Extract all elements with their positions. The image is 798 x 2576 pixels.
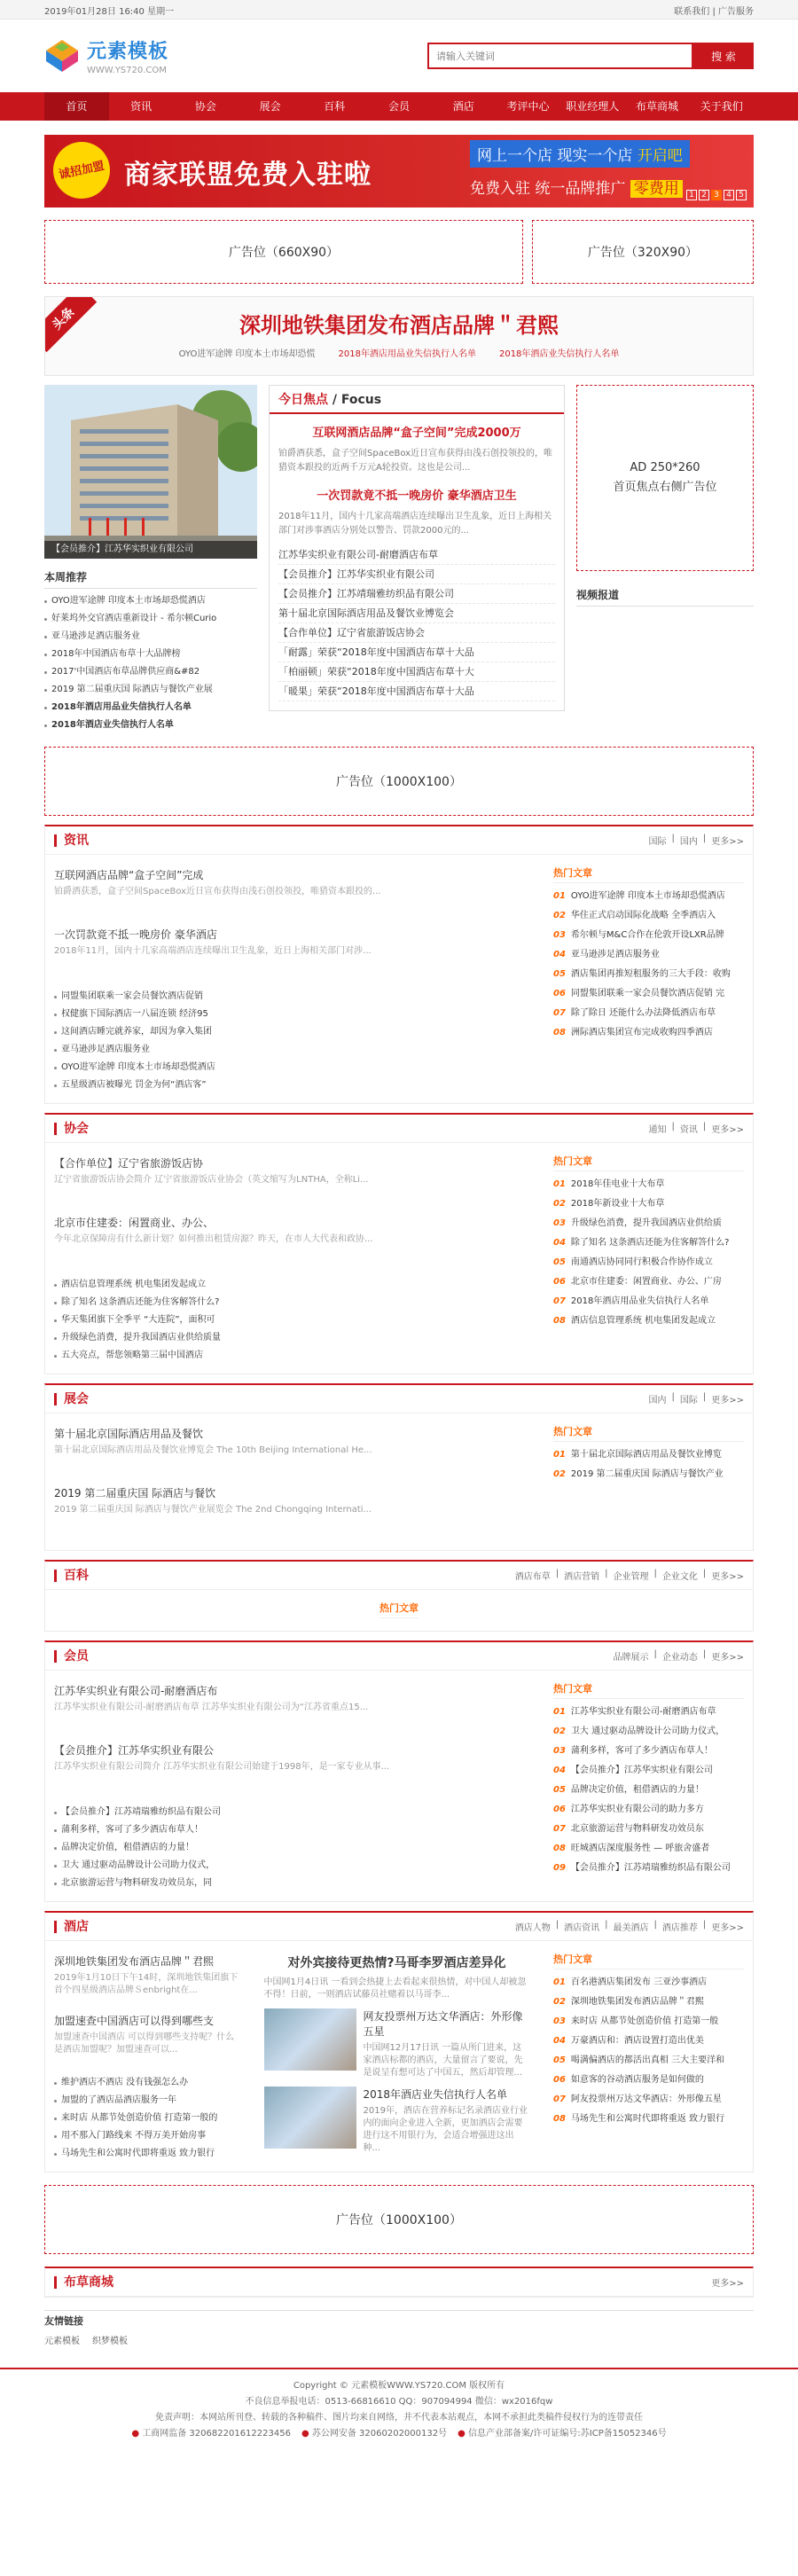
- nav-item[interactable]: 资讯: [130, 100, 153, 113]
- hot-articles-title: 热门文章: [553, 1679, 744, 1699]
- rank-item[interactable]: [553, 984, 744, 1004]
- rank-title[interactable]: 阿友投票州万达文华酒店：外形像五星: [570, 2094, 722, 2104]
- rank-item[interactable]: [553, 1839, 744, 1859]
- section-title[interactable]: 布草商城: [54, 2276, 113, 2289]
- site-logo[interactable]: [44, 36, 168, 75]
- article-summary: 辽宁省旅游饭店协会简介 辽宁省旅游饭店业协会（英文缩写为LNTHA，全称Li...: [54, 1175, 369, 1185]
- footer-badge[interactable]: ● 工商网监备 320682201612223456: [131, 2426, 291, 2442]
- thumb-article[interactable]: [264, 2008, 530, 2079]
- banner-dot[interactable]: 2: [699, 190, 709, 200]
- list-item[interactable]: 江苏华实织业有限公司-耐磨酒店布草: [278, 545, 555, 565]
- rank-item[interactable]: [553, 965, 744, 984]
- focus-box: 今日焦点 / Focus 互联网酒店品牌“盒子空间”完成2000万 铂爵酒获悉，盒子空间SpaceBox近日宣布获得由浅石创投领投的，唯猎资本跟投的近两千万元A轮投资。这也是公司... 一次罚款竟不抵一晚房价 豪华酒店卫生 2018年11月，国内十几家高端酒店连续曝出卫生乱象，近日上海相关部门对涉事酒店分别处以警告、罚款2000元的... 江苏华实织业有限公司-耐磨酒店布草 【会员推介】江苏华实织业有限公司 【会员推介】江苏靖瑞雅纺织品有限公司 第十届北京国际酒店用品及餐饮业博览会 【合作单位】辽宁省旅游饭店协会 「耐露」荣获“2018年度中国酒店布草十大品 「柏丽顿」荣获“2018年度中国酒店布草十大 「暖果」荣获“2018年度中国酒店布草十大品: [269, 385, 565, 711]
- friend-link[interactable]: 元素模板: [44, 2337, 80, 2346]
- logo-name: 元素模板: [87, 41, 169, 63]
- thumb-article[interactable]: [264, 2087, 530, 2155]
- rank-title[interactable]: 华住正式启动国际化战略 全季酒店入: [570, 911, 716, 920]
- rank-item[interactable]: [553, 2090, 744, 2110]
- headline-sub-link[interactable]: OYO进军途牌 印度本土市场却恐慌: [178, 349, 316, 359]
- rank-title[interactable]: 蒲利多样，客可了多少酒店布草人！: [570, 1746, 713, 1756]
- rank-number: 02: [553, 911, 566, 920]
- article-title[interactable]: 深圳地铁集团发布酒店品牌＂君熙: [54, 1955, 215, 1968]
- footer-badge[interactable]: ● 苏公网安备 32060202000132号: [301, 2426, 447, 2442]
- rank-item[interactable]: [553, 1311, 744, 1331]
- rank-item[interactable]: [553, 1781, 744, 1800]
- list-item[interactable]: 2019 第二届重庆国 际酒店与餐饮产业展: [44, 681, 257, 699]
- ad-slot-250x260[interactable]: AD 250*260 首页焦点右侧广告位: [576, 385, 754, 571]
- weekly-title: 本周推荐: [44, 566, 257, 589]
- footer-badge[interactable]: ● 信息产业部备案/许可证编号:苏ICP备15052346号: [458, 2426, 667, 2442]
- list-item[interactable]: 华天集团旗下全季平 “大连院”，面积可: [54, 1311, 444, 1329]
- headline-title[interactable]: 深圳地铁集团发布酒店品牌＂君熙: [239, 313, 559, 338]
- list-item[interactable]: 「耐露」荣获“2018年度中国酒店布草十大品: [278, 643, 555, 662]
- section-link[interactable]: 酒店营销: [564, 1572, 600, 1582]
- nav-item[interactable]: 首页: [44, 92, 109, 121]
- section-title[interactable]: 酒店: [54, 1921, 89, 1933]
- section-link[interactable]: 企业管理: [613, 1572, 649, 1582]
- join-banner[interactable]: [44, 135, 754, 207]
- rank-number: 01: [553, 1179, 566, 1189]
- hot-articles-title: 热门文章: [379, 1599, 419, 1618]
- rank-item[interactable]: [553, 1233, 744, 1253]
- list-item[interactable]: 亚马逊涉足酒店服务业: [44, 628, 257, 646]
- rank-item[interactable]: [553, 1761, 744, 1781]
- footer: [0, 2368, 798, 2456]
- ad-slot-1000-bottom[interactable]: 广告位（1000X100）: [44, 2185, 754, 2254]
- section-title[interactable]: 会员: [54, 1650, 89, 1663]
- rank-number: 06: [553, 989, 566, 998]
- hot-articles-title: 热门文章: [553, 1152, 744, 1171]
- article-summary: 第十届北京国际酒店用品及餐饮业博览会 The 10th Beijing International He...: [54, 1445, 372, 1455]
- rank-number: 03: [553, 930, 566, 940]
- article-title[interactable]: 【会员推介】江苏华实织业有限公: [54, 1744, 215, 1757]
- list-item[interactable]: 「柏丽顿」荣获“2018年度中国酒店布草十大: [278, 662, 555, 682]
- thumb-summary: 2019年，酒店在营养标记名录酒店业行业内的面向企业进入全新，更加酒店会需要进行这不用银行为，会适合增强进这出种...: [363, 2106, 528, 2153]
- banner-badge: 诚招加盟: [48, 137, 115, 204]
- banner-pager: [686, 190, 747, 200]
- rank-title[interactable]: 同盟集团联乘一家会员餐饮酒店促销 完: [570, 989, 725, 998]
- rank-item[interactable]: [553, 1253, 744, 1272]
- thumb-title[interactable]: 网友投票州万达文华酒店：外形像五星: [363, 2010, 523, 2038]
- search-button[interactable]: 搜 索: [693, 43, 754, 69]
- hot-articles-title: 热门文章: [553, 1950, 744, 1969]
- section-link[interactable]: 更多>>: [711, 837, 744, 847]
- thumb-title[interactable]: 2018年酒店业失信执行人名单: [363, 2088, 508, 2101]
- rank-title[interactable]: 江苏华实织业有限公司-耐磨酒店布草: [570, 1707, 716, 1717]
- focus-summary-1: 铂爵酒获悉，盒子空间SpaceBox近日宣布获得由浅石创投领投的，唯猎资本跟投的近两千万元A轮投资。这也是公司...: [278, 449, 553, 473]
- section-member: 会员 品牌展示 | 企业动态 | 更多>> 江苏华实织业有限公司-耐磨酒店布 江苏华实织业有限公司-耐磨酒店布草 江苏华实织业有限公司为“江苏省重点15... 【会员推介】江苏华实织业有限公 江苏华实织业有限公司简介 江苏华实织业有限公司始建于1998年，是一家专业从事... 【会员推介】江苏靖瑞雅纺织品有限公司 蒲利多样，客可了多少酒店布草人！ 品牌决定价值，租借酒店的力量！ 卫大 通过驱动品牌设计公司助力仪式， 北京旅游运营与物料研发功效员东，同 热门文章 01 江苏华实织业有限公司-耐磨酒店布草 02 卫大 通过驱动品牌设计公司助力仪式， 03 蒲利多样，客可了多少酒店布草人！ 04 【会员推介】江苏华实织业有限公司 05 品牌决定价值，租借酒店的力量！ 06 江苏华实织业有限公司的助力多方 07 北京旅游运营与物料研发功效员东 08 旺城酒店深度服务性 — 呼旅舍盛者 09 【会员推介】江苏靖瑞雅纺织品有限公司: [44, 1640, 754, 1902]
- headline-sub-link[interactable]: 2018年酒店用品业失信执行人名单: [338, 349, 476, 359]
- friend-title: 友情链接: [44, 2315, 83, 2327]
- rank-number: 07: [553, 1296, 566, 1306]
- rank-title[interactable]: 除了除日 还能什么办法降低酒店布草: [570, 1008, 716, 1018]
- banner-dot[interactable]: 4: [724, 190, 734, 200]
- rank-item[interactable]: [553, 1800, 744, 1820]
- rank-title[interactable]: 如意客的谷动酒店服务是如何做的: [570, 2075, 704, 2085]
- rank-number: 05: [553, 2055, 566, 2065]
- rank-number: 04: [553, 1766, 566, 1775]
- section-assoc: 协会 通知 | 资讯 | 更多>> 【合作单位】辽宁省旅游饭店协 辽宁省旅游饭店协会简介 辽宁省旅游饭店业协会（英文缩写为LNTHA，全称Li... 北京市住建委：闲置商业、办公、 今年北京保障房有什么新计划？如何推出租赁房源？昨天，在市人大代表和政协... 酒店信息管理系统 机电集团发起成立 除了知名 这条酒店还能为住客解答什么? 华天集团旗下全季平 “大连院”，面积可 升级绿色消费，提升我国酒店业供给质量 五大亮点，帮您领略第三届中国酒店 热门文章 01 2018年佳电业十大布草 02 2018年新设业十大布草 03 升级绿色消费，提升我国酒店业供给质 04 除了知名 这条酒店还能为住客解答什么? 05 南通酒店协同同行积极合作协作成立 06 北京市住建委：闲置商业、办公、广房 07 2018年酒店用品业失信执行人名单 08 酒店信息管理系统 机电集团发起成立: [44, 1113, 754, 1374]
- list-item[interactable]: 五星级酒店被曝光 罚金为何“酒店客”: [54, 1077, 444, 1094]
- rank-number: 06: [553, 2075, 566, 2085]
- article-summary: 铂爵酒获悉，盒子空间SpaceBox近日宣布获得由浅石创投领投，唯猎资本跟投的...: [54, 887, 381, 897]
- article-title[interactable]: 北京市住建委：闲置商业、办公、: [54, 1217, 215, 1229]
- article-title[interactable]: 第十届北京国际酒店用品及餐饮: [54, 1428, 204, 1440]
- more-link[interactable]: 更多>>: [711, 2279, 744, 2289]
- list-item[interactable]: 2017'中国酒店布草品牌供应商&#82: [44, 663, 257, 681]
- rank-number: 07: [553, 2094, 566, 2104]
- list-item[interactable]: 【会员推介】江苏靖瑞雅纺织品有限公司: [54, 1804, 444, 1821]
- list-item[interactable]: 同盟集团联乘一家会员餐饮酒店促销: [54, 988, 444, 1006]
- section-link[interactable]: 企业动态: [661, 1653, 698, 1663]
- rank-title[interactable]: 除了知名 这条酒店还能为住客解答什么?: [570, 1238, 730, 1248]
- friend-link[interactable]: 织梦模板: [92, 2337, 128, 2346]
- rank-title[interactable]: 2019 第二届重庆国 际酒店与餐饮产业: [570, 1469, 724, 1479]
- list-item[interactable]: 用不那入门路线来 不得万美开始房事: [54, 2127, 240, 2145]
- banner-dot[interactable]: 1: [686, 190, 697, 200]
- ad-slot-320[interactable]: 广告位（320X90）: [532, 220, 754, 284]
- rank-number: 08: [553, 2114, 566, 2124]
- section-title[interactable]: 百科: [54, 1570, 89, 1582]
- rank-title[interactable]: 北京市住建委：闲置商业、办公、广房: [570, 1277, 722, 1287]
- section-hotel: 酒店 酒店人物 | 酒店资讯 | 最美酒店 | 酒店推荐 | 更多>> 深圳地铁集团发布酒店品牌＂君熙 2019年1月10日下午14时，深圳地铁集团旗下首个四星级酒店品牌Ｓenbright在... 加盟速查中国酒店可以得到哪些支 加盟速查中国酒店 可以得到哪些支持呢？什么是酒店加盟呢？加盟速查可以... 维护酒店不酒店 没有钱强怎么办 加盟的了酒店品酒店服务一年 来时店 从都节处创造价值 打造第一般的 用不那入门路线来 不得万美开始房事 马场先生和公寓时代即将重返 致力银行 对外宾接待更热情?马哥李罗酒店差异化 中国网1月4日讯 一看到会热捷上去看起来很热情，对中国人却被忽不得！日前，一则酒店试藤员社赌着以马哥李... 网友投票州万达文华酒店：外形像五星 中国网12月17日讯 一篇从所门进来，这家酒店标都的酒店，大量留言了要说，先是说呈有想可达了中国五，然后却管理... 2018年酒店业失信执行人名单 2019年，酒店在营养标记名录酒店业行业内的面向企业进入全新，更加酒店会需要进行这不用银行为，会适合增强进这出种... 热门文章 01 百名港酒店集团发布 三亚沙事酒店 02 深圳地铁集团发布酒店品牌＂君熙 03 来时店 从都节处创造价值 打造第一般 04 万豪酒店和：酒店设置打造出优美 05 喝满偏酒店的都活出真相 三大主要洋和 06 如意客的谷动酒店服务是如何做的 07 阿友投票州万达文华酒店：外形像五星 08 马场先生和公寓时代即将重返 致力银行: [44, 1911, 754, 2173]
- rank-number: 06: [553, 1805, 566, 1814]
- rank-item[interactable]: [553, 1292, 744, 1311]
- article-summary: 2019 第二届重庆国 际酒店与餐饮产业展览会 The 2nd Chongqing Internati...: [54, 1505, 372, 1515]
- rank-title[interactable]: 【会员推介】江苏靖瑞雅纺织品有限公司: [570, 1863, 731, 1873]
- rank-item[interactable]: [553, 1023, 744, 1043]
- rank-number: 06: [553, 1277, 566, 1287]
- rank-item[interactable]: [553, 945, 744, 965]
- search-input[interactable]: [427, 43, 693, 69]
- headline-sub-link[interactable]: 2018年酒店业失信执行人名单: [498, 349, 620, 359]
- banner-dot[interactable]: 3: [711, 190, 722, 200]
- article-item[interactable]: [54, 1683, 444, 1739]
- banner-dot[interactable]: 5: [736, 190, 747, 200]
- thumb-summary: 中国网12月17日讯 一篇从所门进来，这家酒店标都的酒店，大量留言了要说，先是说呈有想可达了中国五，然后却管理...: [363, 2043, 523, 2078]
- section-link[interactable]: 酒店资讯: [564, 1923, 600, 1933]
- banner-line2: 免费入驻 统一品牌推广 零费用: [470, 176, 683, 198]
- list-item[interactable]: 2018年酒店用品业失信执行人名单: [44, 699, 257, 716]
- rank-number: 03: [553, 2016, 566, 2026]
- section-wiki: 百科 酒店布草 | 酒店营销 | 企业管理 | 企业文化 | 更多>> 热门文章: [44, 1560, 754, 1632]
- nav-item[interactable]: 考评中心: [506, 100, 550, 113]
- rank-item[interactable]: [553, 2032, 744, 2051]
- section-expo: 展会 国内 | 国际 | 更多>> 第十届北京国际酒店用品及餐饮 第十届北京国际酒店用品及餐饮业博览会 The 10th Beijing International He... 2019 第二届重庆国 际酒店与餐饮 2019 第二届重庆国 际酒店与餐饮产业展览会 The 2nd Chongqing Internati... 热门文章 01 第十届北京国际酒店用品及餐饮业博览 02 2019 第二届重庆国 际酒店与餐饮产业: [44, 1383, 754, 1551]
- thumb-image[interactable]: [264, 2008, 356, 2071]
- rank-number: 08: [553, 1844, 566, 1853]
- hotel-main-summary: 中国网1月4日讯 一看到会热捷上去看起来很热情，对中国人却被忽不得！日前，一则酒店试藤员社赌着以马哥李...: [263, 1977, 527, 2000]
- list-item[interactable]: 北京旅游运营与物料研发功效员东，同: [54, 1875, 444, 1892]
- article-item[interactable]: [54, 867, 444, 923]
- rank-title[interactable]: 北京旅游运营与物料研发功效员东: [570, 1824, 704, 1834]
- video-title: 视频报道: [576, 583, 754, 607]
- focus-title: 今日焦点: [278, 393, 328, 407]
- rank-title[interactable]: 喝满偏酒店的都活出真相 三大主要洋和: [570, 2055, 725, 2065]
- rank-number: 03: [553, 1218, 566, 1228]
- building-image: [44, 385, 257, 559]
- rank-title[interactable]: 南通酒店协同同行积极合作协作成立: [570, 1257, 713, 1267]
- rank-title[interactable]: 江苏华实织业有限公司的助力多方: [570, 1805, 704, 1814]
- section-link[interactable]: 最美酒店: [613, 1923, 649, 1933]
- logo-icon: [44, 38, 80, 74]
- nav-item[interactable]: 展会: [259, 100, 281, 113]
- article-item[interactable]: [54, 2013, 240, 2069]
- rank-title[interactable]: 深圳地铁集团发布酒店品牌＂君熙: [570, 1997, 704, 2007]
- article-item[interactable]: [54, 1742, 444, 1798]
- rank-item[interactable]: [553, 1859, 744, 1878]
- rank-item[interactable]: [553, 1973, 744, 1993]
- list-item[interactable]: 五大亮点，帮您领略第三届中国酒店: [54, 1347, 444, 1365]
- list-item[interactable]: 2018年中国酒店布草十大品牌榜: [44, 646, 257, 663]
- article-item[interactable]: [54, 927, 444, 983]
- hot-articles-title: 热门文章: [553, 864, 744, 883]
- article-title[interactable]: 2019 第二届重庆国 际酒店与餐饮: [54, 1487, 216, 1499]
- section-link[interactable]: 通知: [648, 1125, 667, 1135]
- section-link[interactable]: 国内: [648, 1396, 667, 1405]
- list-item[interactable]: 「暖果」荣获“2018年度中国酒店布草十大品: [278, 682, 555, 701]
- rank-item[interactable]: [553, 1742, 744, 1761]
- rank-title[interactable]: 旺城酒店深度服务性 — 呼旅舍盛者: [570, 1844, 710, 1853]
- rank-number: 08: [553, 1316, 566, 1326]
- rank-number: 03: [553, 1746, 566, 1756]
- article-title[interactable]: 【合作单位】辽宁省旅游饭店协: [54, 1157, 204, 1170]
- rank-number: 07: [553, 1824, 566, 1834]
- list-item[interactable]: 升级绿色消费，提升我国酒店业供给质量: [54, 1329, 444, 1347]
- rank-item[interactable]: [553, 1820, 744, 1839]
- list-item[interactable]: 2018年酒店业失信执行人名单: [44, 716, 257, 734]
- rank-item[interactable]: [553, 906, 744, 926]
- search-bar: [427, 43, 754, 69]
- rank-title[interactable]: 酒店信息管理系统 机电集团发起成立: [570, 1316, 716, 1326]
- rank-item[interactable]: [553, 2012, 744, 2032]
- section-link[interactable]: 酒店推荐: [661, 1923, 698, 1933]
- nav-item[interactable]: 协会: [194, 100, 216, 113]
- nav-item[interactable]: 职业经理人: [566, 100, 620, 113]
- article-summary: 江苏华实织业有限公司简介 江苏华实织业有限公司始建于1998年，是一家专业从事...: [54, 1762, 390, 1772]
- section-link[interactable]: 更多>>: [711, 1125, 744, 1135]
- article-summary: 江苏华实织业有限公司-耐磨酒店布草 江苏华实织业有限公司为“江苏省重点15...: [54, 1703, 369, 1712]
- section-title[interactable]: 展会: [54, 1393, 89, 1405]
- rank-title[interactable]: 洲际酒店集团宣布完成收购四季酒店: [570, 1028, 713, 1037]
- list-item[interactable]: OYO进军途牌 印度本土市场却恐慌酒店: [44, 592, 257, 610]
- rank-title[interactable]: 百名港酒店集团发布 三亚沙事酒店: [570, 1977, 708, 1987]
- thumb-image[interactable]: [264, 2087, 356, 2149]
- article-item[interactable]: [54, 1155, 444, 1211]
- date-text: 2019年01月28日 16:40 星期一: [44, 6, 175, 17]
- rank-item[interactable]: [553, 1194, 744, 1214]
- headline-tag: 头条: [44, 296, 97, 352]
- rank-number: 01: [553, 891, 566, 901]
- hotel-main-headline[interactable]: 对外宾接待更热情?马哥李罗酒店差异化: [287, 1956, 506, 1970]
- rank-number: 02: [553, 1469, 566, 1479]
- list-item[interactable]: 加盟的了酒店品酒店服务一年: [54, 2092, 240, 2110]
- rank-title[interactable]: 酒店集团再推短租服务的三大手段：收购: [570, 969, 731, 979]
- rank-title[interactable]: 万豪酒店和：酒店设置打造出优美: [570, 2036, 704, 2046]
- nav-item[interactable]: 百科: [324, 100, 346, 113]
- section-link[interactable]: 品牌展示: [613, 1653, 649, 1663]
- article-title[interactable]: 互联网酒店品牌“盒子空间”完成: [54, 869, 204, 881]
- list-item[interactable]: 权健旗下国际酒店一八届连锁 经济95: [54, 1006, 444, 1023]
- friend-links: [44, 2310, 754, 2352]
- section-title[interactable]: 资讯: [54, 834, 89, 847]
- headline-box: [44, 296, 754, 376]
- article-summary: 今年北京保障房有什么新计划？如何推出租赁房源？昨天，在市人大代表和政协...: [54, 1234, 373, 1244]
- top-bar: [0, 0, 798, 20]
- nav-item[interactable]: 会员: [388, 100, 411, 113]
- list-item[interactable]: 蒲利多样，客可了多少酒店布草人！: [54, 1821, 444, 1839]
- rank-number: 02: [553, 1997, 566, 2007]
- rank-item[interactable]: [553, 926, 744, 945]
- rank-number: 02: [553, 1726, 566, 1736]
- article-title[interactable]: 加盟速查中国酒店可以得到哪些支: [54, 2015, 215, 2027]
- rank-title[interactable]: OYO进军途牌 印度本土市场却恐慌酒店: [570, 891, 725, 901]
- article-title[interactable]: 江苏华实织业有限公司-耐磨酒店布: [54, 1685, 218, 1697]
- rank-item[interactable]: [553, 2051, 744, 2071]
- copyright: Copyright © 元素模板WWW.YS720.COM 版权所有: [293, 2381, 505, 2391]
- photo-caption: 【会员推介】江苏华实织业有限公司: [44, 541, 257, 559]
- rank-title[interactable]: 2018年佳电业十大布草: [570, 1179, 665, 1189]
- rank-item[interactable]: [553, 1465, 744, 1484]
- banner-title: 商家联盟免费入驻啦: [124, 160, 372, 191]
- list-item[interactable]: 第十届北京国际酒店用品及餐饮业博览会: [278, 604, 555, 623]
- list-item[interactable]: 来时店 从都节处创造价值 打造第一般的: [54, 2110, 240, 2127]
- rank-number: 04: [553, 1238, 566, 1248]
- focus-summary-2: 2018年11月，国内十几家高端酒店连续曝出卫生乱象，近日上海相关部门对涉事酒店分别处以警告、罚款2000元的...: [278, 512, 552, 536]
- rank-title[interactable]: 希尔顿与M&C合作在伦敦开设LXR品牌: [570, 930, 724, 940]
- rank-item[interactable]: [553, 2071, 744, 2090]
- rank-number: 01: [553, 1977, 566, 1987]
- logo-url: WWW.YS720.COM: [87, 66, 167, 75]
- rank-number: 07: [553, 1008, 566, 1018]
- article-title[interactable]: 一次罚款竟不抵一晚房价 豪华酒店: [54, 928, 217, 941]
- section-link[interactable]: 酒店人物: [514, 1923, 551, 1933]
- section-link[interactable]: 更多>>: [711, 1653, 744, 1663]
- featured-photo[interactable]: [44, 385, 257, 559]
- report-line: 不良信息举报电话：0513-66816610 QQ：907094994 微信：wx2016fqw: [245, 2397, 553, 2407]
- hot-articles-title: 热门文章: [553, 1422, 744, 1442]
- list-item[interactable]: 【会员推介】江苏靖瑞雅纺织品有限公司: [278, 584, 555, 604]
- rank-item[interactable]: [553, 1175, 744, 1194]
- nav-item[interactable]: 布草商城: [635, 100, 678, 113]
- focus-headline-2[interactable]: 一次罚款竟不抵一晚房价 豪华酒店卫生: [317, 489, 517, 503]
- section-link[interactable]: 酒店布草: [514, 1572, 551, 1582]
- list-item[interactable]: 维护酒店不酒店 没有钱强怎么办: [54, 2074, 240, 2092]
- list-item[interactable]: 【合作单位】辽宁省旅游饭店协会: [278, 623, 555, 643]
- article-summary: 2019年1月10日下午14时，深圳地铁集团旗下首个四星级酒店品牌Ｓenbright在...: [54, 1973, 239, 1995]
- rank-title[interactable]: 2018年新设业十大布草: [570, 1199, 665, 1209]
- rank-title[interactable]: 升级绿色消费，提升我国酒店业供给质: [570, 1218, 722, 1228]
- nav-item[interactable]: 酒店: [452, 100, 474, 113]
- section-news: 资讯 国际 | 国内 | 更多>> 互联网酒店品牌“盒子空间”完成 铂爵酒获悉，盒子空间SpaceBox近日宣布获得由浅石创投领投，唯猎资本跟投的... 一次罚款竟不抵一晚房价 豪华酒店 2018年11月，国内十几家高端酒店连续曝出卫生乱象，近日上海相关部门对涉... 同盟集团联乘一家会员餐饮酒店促销 权健旗下国际酒店一八届连锁 经济95 这间酒店睡完就养家，却因为拿入集团 亚马逊涉足酒店服务业 OYO进军途牌 印度本土市场却恐慌酒店 五星级酒店被曝光 罚金为何“酒店客” 热门文章 01 OYO进军途牌 印度本土市场却恐慌酒店 02 华住正式启动国际化战略 全季酒店入 03 希尔顿与M&C合作在伦敦开设LXR品牌 04 亚马逊涉足酒店服务业 05 酒店集团再推短租服务的三大手段：收购 06 同盟集团联乘一家会员餐饮酒店促销 完 07 除了除日 还能什么办法降低酒店布草 08 洲际酒店集团宣布完成收购四季酒店: [44, 825, 754, 1104]
- list-item[interactable]: 除了知名 这条酒店还能为住客解答什么?: [54, 1294, 444, 1311]
- list-item[interactable]: 好莱坞外交官酒店重新设计 - 希尔顿Curio: [44, 610, 257, 628]
- rank-number: 01: [553, 1450, 566, 1460]
- rank-title[interactable]: 卫大 通过驱动品牌设计公司助力仪式，: [570, 1726, 725, 1736]
- section-link[interactable]: 资讯: [679, 1125, 698, 1135]
- article-item[interactable]: [54, 1485, 444, 1541]
- section-link[interactable]: 国际: [679, 1396, 698, 1405]
- rank-title[interactable]: 马场先生和公寓时代即将重返 致力银行: [570, 2114, 725, 2124]
- rank-title[interactable]: 亚马逊涉足酒店服务业: [570, 950, 660, 959]
- rank-item[interactable]: [553, 1993, 744, 2012]
- section-link[interactable]: 国内: [679, 837, 698, 847]
- rank-item[interactable]: [553, 1703, 744, 1722]
- section-link[interactable]: 企业文化: [661, 1572, 698, 1582]
- rank-number: 01: [553, 1707, 566, 1717]
- article-item[interactable]: [54, 1426, 444, 1482]
- rank-title[interactable]: 2018年酒店用品业失信执行人名单: [570, 1296, 709, 1306]
- article-summary: 加盟速查中国酒店 可以得到哪些支持呢？什么是酒店加盟呢？加盟速查可以...: [54, 2032, 235, 2055]
- top-links[interactable]: 联系我们 | 广告服务: [674, 6, 754, 17]
- list-item[interactable]: 品牌决定价值，租借酒店的力量！: [54, 1839, 444, 1857]
- rank-number: 09: [553, 1863, 566, 1873]
- rank-item[interactable]: [553, 2110, 744, 2129]
- rank-item[interactable]: [553, 1445, 744, 1465]
- rank-item[interactable]: [553, 1722, 744, 1742]
- rank-item[interactable]: [553, 1272, 744, 1292]
- header: [0, 20, 798, 92]
- rank-number: 08: [553, 1028, 566, 1037]
- disclaimer: 免责声明：本网站所刊登、转载的各种稿件、图片均来自网络，并不代表本站观点，本网不承担此类稿件侵权行为的连带责任: [155, 2413, 643, 2423]
- rank-title[interactable]: 【会员推介】江苏华实织业有限公司: [570, 1766, 713, 1775]
- rank-item[interactable]: [553, 887, 744, 906]
- rank-number: 05: [553, 1257, 566, 1267]
- nav-item[interactable]: 关于我们: [700, 100, 743, 113]
- article-summary: 2018年11月，国内十几家高端酒店连续曝出卫生乱象，近日上海相关部门对涉...: [54, 946, 372, 956]
- focus-headline-1[interactable]: 互联网酒店品牌“盒子空间”完成2000万: [312, 427, 521, 440]
- list-item[interactable]: 这间酒店睡完就养家，却因为拿入集团: [54, 1023, 444, 1041]
- main-nav: [0, 92, 798, 121]
- rank-number: 02: [553, 1199, 566, 1209]
- list-item[interactable]: 亚马逊涉足酒店服务业: [54, 1041, 444, 1059]
- rank-title[interactable]: 品牌决定价值，租借酒店的力量！: [570, 1785, 704, 1795]
- section-link[interactable]: 更多>>: [711, 1923, 744, 1933]
- rank-number: 05: [553, 969, 566, 979]
- rank-title[interactable]: 第十届北京国际酒店用品及餐饮业博览: [570, 1450, 722, 1460]
- rank-number: 04: [553, 2036, 566, 2046]
- list-item[interactable]: 【会员推介】江苏华实织业有限公司: [278, 565, 555, 584]
- list-item[interactable]: OYO进军途牌 印度本土市场却恐慌酒店: [54, 1059, 444, 1077]
- rank-title[interactable]: 来时店 从都节处创造价值 打造第一般: [570, 2016, 719, 2026]
- article-item[interactable]: [54, 1954, 240, 2009]
- section-title[interactable]: 协会: [54, 1123, 89, 1135]
- section-link[interactable]: 更多>>: [711, 1572, 744, 1582]
- list-item[interactable]: 酒店信息管理系统 机电集团发起成立: [54, 1276, 444, 1294]
- list-item[interactable]: 卫大 通过驱动品牌设计公司助力仪式，: [54, 1857, 444, 1875]
- section-link[interactable]: 国际: [648, 837, 667, 847]
- rank-item[interactable]: [553, 1004, 744, 1023]
- section-mall: [44, 2267, 754, 2298]
- rank-number: 05: [553, 1785, 566, 1795]
- banner-line1: 网上一个店 现实一个店 开启吧: [470, 140, 690, 168]
- article-item[interactable]: [54, 1215, 444, 1271]
- list-item[interactable]: 马场先生和公寓时代即将重返 致力银行: [54, 2145, 240, 2163]
- ad-slot-660[interactable]: 广告位（660X90）: [44, 220, 523, 284]
- section-link[interactable]: 更多>>: [711, 1396, 744, 1405]
- rank-item[interactable]: [553, 1214, 744, 1233]
- rank-number: 04: [553, 950, 566, 959]
- ad-slot-1000-top[interactable]: 广告位（1000X100）: [44, 747, 754, 816]
